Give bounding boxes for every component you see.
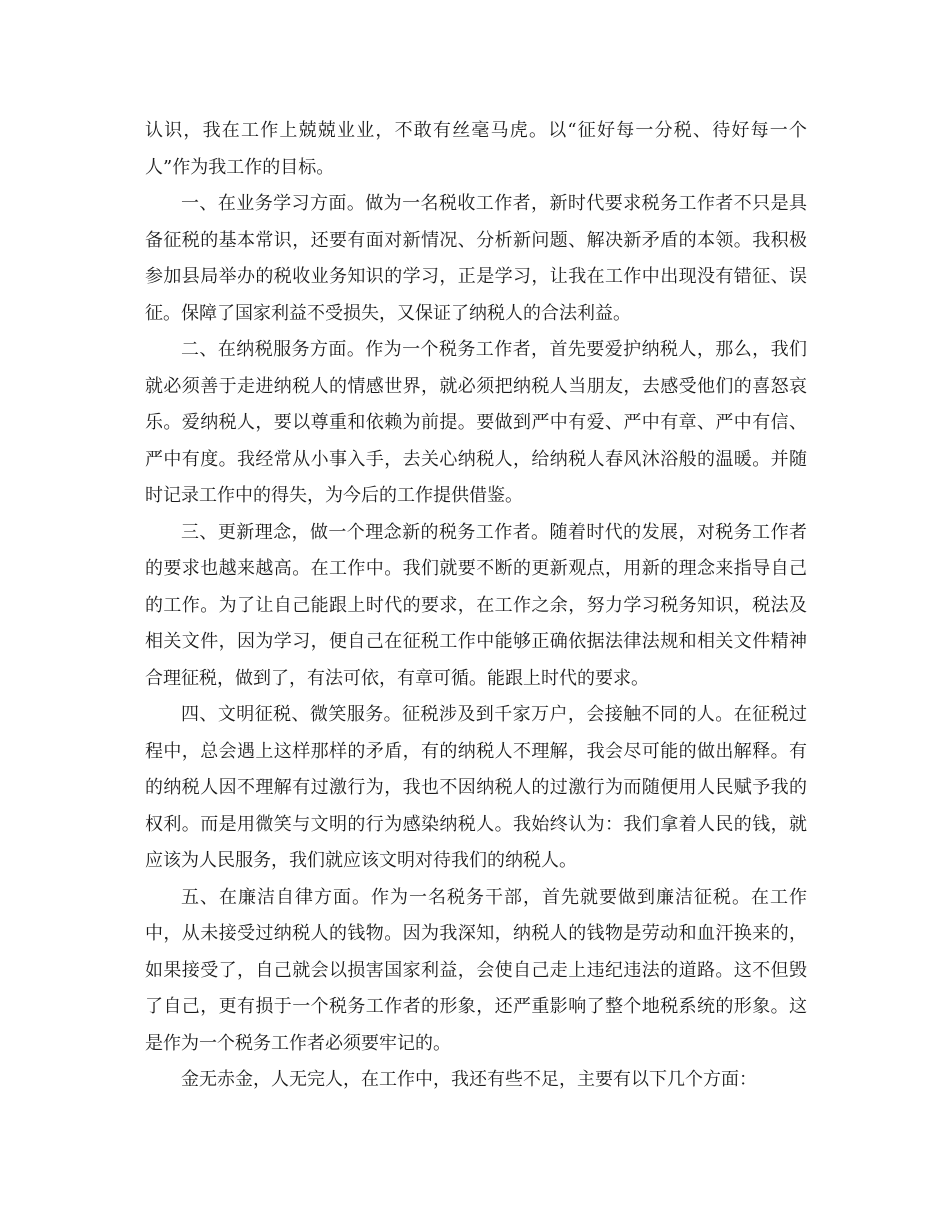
document-body — [145, 113, 807, 1099]
paragraph-integrity: 五、在廉洁自律方面。作为一名税务干部，首先就要做到廉洁征税。在工作中，从未接受过纳税人的钱物。因为我深知，纳税人的钱物是劳动和血汗换来的，如果接受了，自己就会以损害国家利益，会使自己走上违纪违法的道路。这不但毁了自己，更有损于一个税务工作者的形象，还严重影响了整个地税系统的形象。这是作为一个税务工作者必须要牢记的。 — [145, 886, 807, 1054]
paragraph-civil-taxation: 四、文明征税、微笑服务。征税涉及到千家万户，会接触不同的人。在征税过程中，总会遇上这样那样的矛盾，有的纳税人不理解，我会尽可能的做出解释。有的纳税人因不理解有过激行为，我也不因纳税人的过激行为而随便用人民赋予我的权利。而是用微笑与文明的行为感染纳税人。我始终认为：我们拿着人民的钱，就应该为人民服务，我们就应该文明对待我们的纳税人。 — [145, 704, 807, 871]
paragraph-taxpayer-service: 二、在纳税服务方面。作为一个税务工作者，首先要爱护纳税人，那么，我们就必须善于走进纳税人的情感世界，就必须把纳税人当朋友，去感受他们的喜怒哀乐。爱纳税人，要以尊重和依赖为前提。要做到严中有爱、严中有章、严中有信、严中有度。我经常从小事入手，去关心纳税人，给纳税人春风沐浴般的温暖。并随时记录工作中的得失，为今后的工作提供借鉴。 — [145, 339, 807, 506]
paragraph-intro-continuation: 认识，我在工作上兢兢业业，不敢有丝毫马虎。以“征好每一分税、待好每一个人”作为我工作的目标。 — [145, 120, 807, 178]
paragraph-business-study: 一、在业务学习方面。做为一名税收工作者，新时代要求税务工作者不只是具备征税的基本常识，还要有面对新情况、分析新问题、解决新矛盾的本领。我积极参加县局举办的税收业务知识的学习，正是学习，让我在工作中出现没有错征、误征。保障了国家利益不受损失，又保证了纳税人的合法利益。 — [145, 193, 807, 324]
paragraph-update-concepts: 三、更新理念，做一个理念新的税务工作者。随着时代的发展，对税务工作者的要求也越来越高。在工作中。我们就要不断的更新观点，用新的理念来指导自己的工作。为了让自己能跟上时代的要求，在工作之余，努力学习税务知识，税法及相关文件，因为学习，便自己在征税工作中能够正确依据法律法规和相关文件精神合理征税，做到了，有法可依，有章可循。能跟上时代的要求。 — [145, 521, 807, 689]
paragraph-shortcomings: 金无赤金，人无完人，在工作中，我还有些不足，主要有以下几个方面： — [181, 1069, 757, 1090]
